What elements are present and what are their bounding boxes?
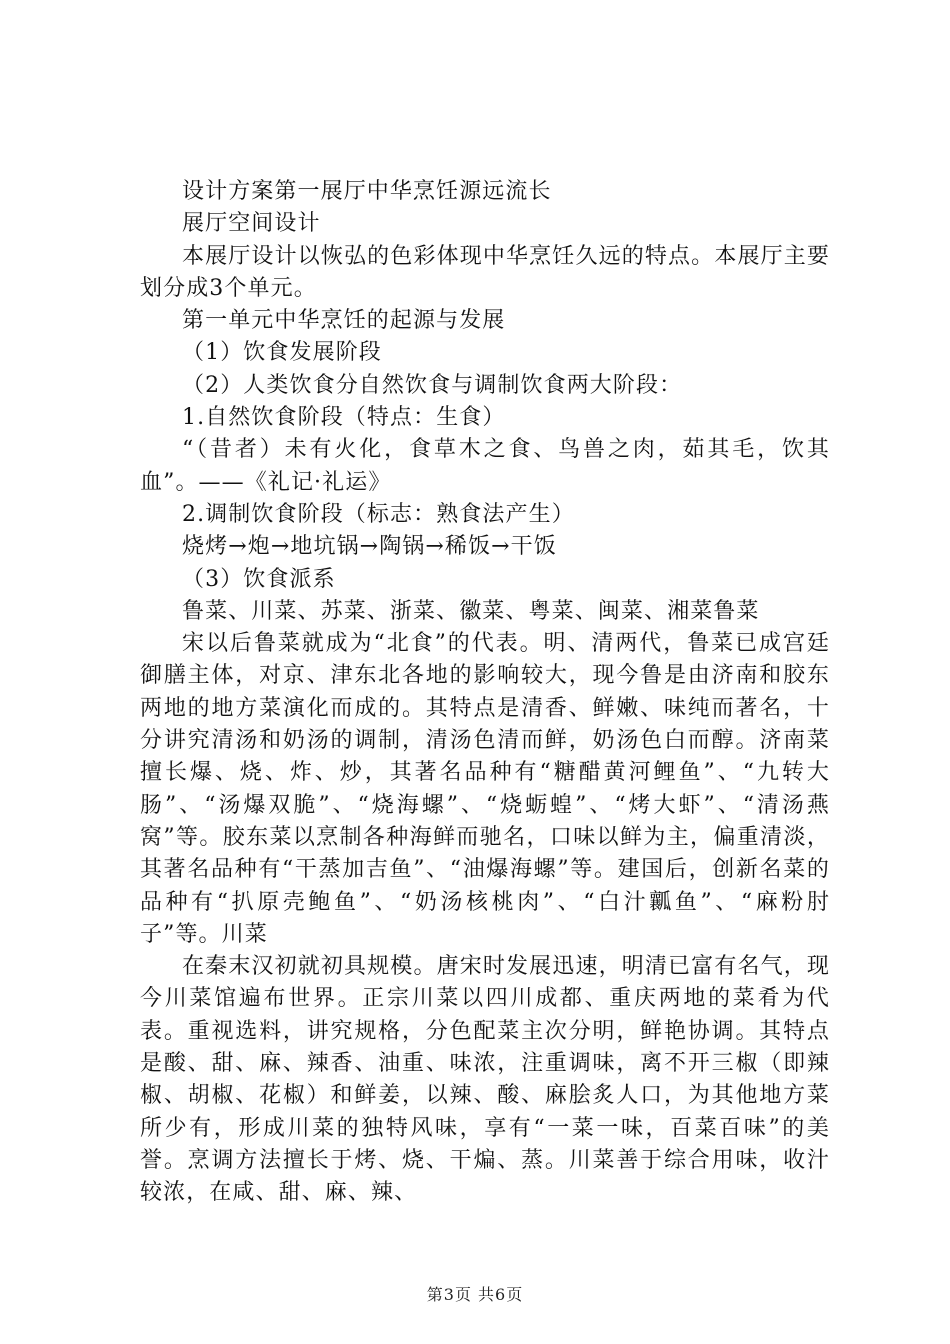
list-item-cuisine-schools: （3）饮食派系 — [182, 566, 336, 592]
quote-liji: “（昔者）未有火化，食草木之食、鸟兽之肉，茹其毛，饮其血”。——《礼记·礼运》 — [140, 437, 830, 495]
cooking-evolution-sequence: 烧烤→炮→地坑锅→陶锅→稀饭→干饭 — [182, 534, 557, 560]
document-body — [140, 176, 830, 1210]
list-item-diet-stages: （1）饮食发展阶段 — [182, 340, 382, 366]
list-item-natural-diet: 1.自然饮食阶段（特点：生食） — [182, 405, 506, 431]
heading-space-design: 展厅空间设计 — [182, 211, 321, 237]
list-item-prepared-diet: 2.调制饮食阶段（标志：熟食法产生） — [182, 501, 575, 527]
heading-unit-one: 第一单元中华烹饪的起源与发展 — [182, 308, 506, 334]
heading-exhibition-hall: 设计方案第一展厅中华烹饪源远流长 — [182, 179, 552, 204]
paragraph-lu-cuisine: 宋以后鲁菜就成为“北食”的代表。明、清两代，鲁菜已成宫廷御膳主体，对京、津东北各地的影响较大，现今鲁是由济南和胶东两地的地方菜演化而成的。其特点是清香、鲜嫩、味纯而著名，十分讲究清汤和奶汤的调制，清汤色清而鲜，奶汤色白而醇。济南菜擅长爆、烧、炸、炒，其著名品种有“糖醋黄河鲤鱼”、“九转大肠”、“汤爆双脆”、“烧海螺”、“烧蛎蝗”、“烤大虾”、“清汤燕窝”等。胶东菜以烹制各种海鲜而驰名，口味以鲜为主，偏重清淡，其著名品种有“干蒸加吉鱼”、“油爆海螺”等。建国后，创新名菜的品种有“扒原壳鲍鱼”、“奶汤核桃肉”、“白汁瓤鱼”、“麻粉肘子”等。川菜 — [140, 631, 830, 947]
page-number-footer: 第3页 共6页 — [426, 1285, 524, 1304]
paragraph-chuan-cuisine: 在秦末汉初就初具规模。唐宋时发展迅速，明清已富有名气，现今川菜馆遍布世界。正宗川菜以四川成都、重庆两地的菜肴为代表。重视选料，讲究规格，分色配菜主次分明，鲜艳协调。其特点是酸、甜、麻、辣香、油重、味浓，注重调味，离不开三椒（即辣椒、胡椒、花椒）和鲜姜，以辣、酸、麻脍炙人口，为其他地方菜所少有，形成川菜的独特风味，享有“一菜一味，百菜百味”的美誉。烹调方法擅长于烤、烧、干煸、蒸。川菜善于综合用味，收汁较浓，在咸、甜、麻、辣、 — [140, 954, 830, 1206]
list-item-two-stages: （2）人类饮食分自然饮食与调制饮食两大阶段： — [182, 372, 683, 398]
paragraph-intro: 本展厅设计以恢弘的色彩体现中华烹饪久远的特点。本展厅主要划分成3个单元。 — [140, 243, 830, 301]
cuisine-list: 鲁菜、川菜、苏菜、浙菜、徽菜、粤菜、闽菜、湘菜鲁菜 — [182, 598, 760, 624]
